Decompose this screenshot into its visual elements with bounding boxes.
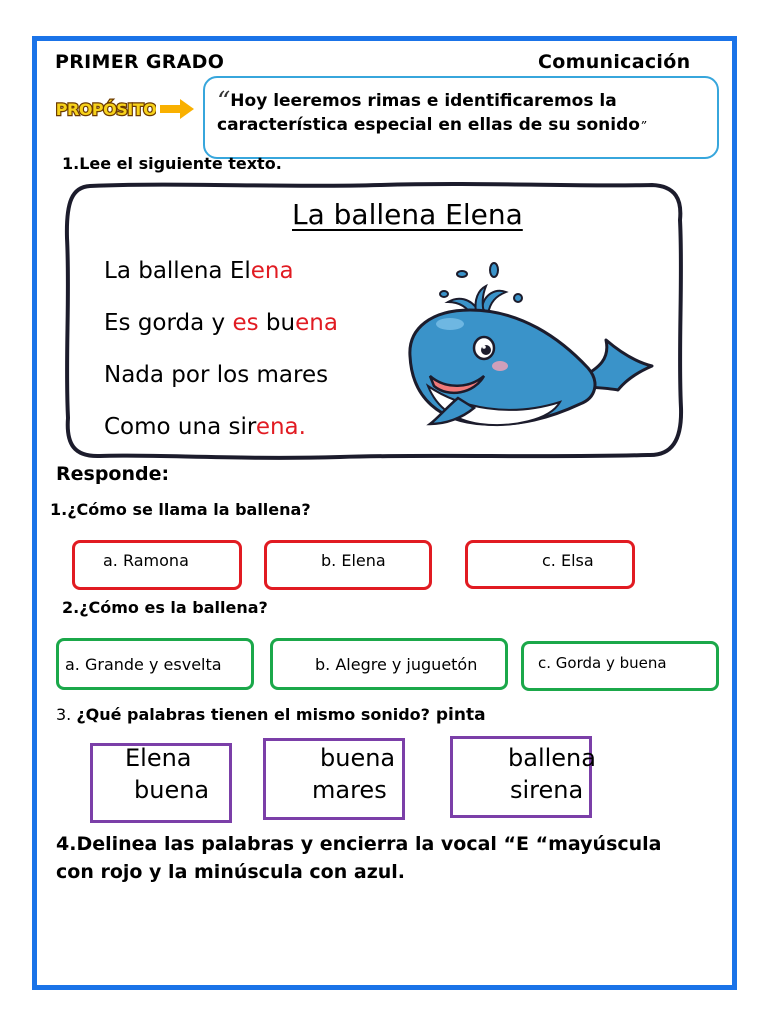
poem-line-2	[104, 310, 338, 336]
poem-line-1-rhyme: ena	[250, 258, 294, 284]
q2-option-c[interactable]	[521, 641, 719, 691]
q2-option-c-label: c. Gorda y buena	[538, 654, 667, 672]
q1-option-a[interactable]	[72, 540, 242, 590]
question-3	[56, 705, 486, 725]
poem-line-4	[104, 414, 306, 440]
purpose-badge-label: PROPÓSITO	[56, 100, 156, 119]
purpose-close-quote: ”	[639, 119, 647, 133]
purpose-text: Hoy leeremos rimas e identificaremos la característica especial en ellas de su sonido	[217, 91, 640, 135]
poem-line-3	[104, 362, 328, 388]
word-group-1-word-1: Elena	[125, 744, 192, 772]
question-2: 2.¿Cómo es la ballena?	[62, 598, 268, 617]
poem-line-1	[104, 258, 294, 284]
word-group-3-word-2: sirena	[510, 776, 584, 804]
water-spout	[440, 263, 522, 316]
word-group-1-word-2: buena	[134, 776, 210, 804]
word-group-2-word-1: buena	[320, 744, 396, 772]
q2-option-a-label: a. Grande y esvelta	[65, 655, 222, 674]
q1-option-b[interactable]	[264, 540, 432, 590]
purpose-text-block	[217, 87, 712, 138]
poem-line-4-rhyme: ena.	[255, 414, 306, 440]
poem-line-2-rhyme: ena	[295, 310, 338, 336]
q2-option-b[interactable]	[270, 638, 508, 690]
word-group-3-word-1: ballena	[508, 744, 596, 772]
responde-heading: Responde:	[56, 463, 170, 485]
poem-line-3-text: Nada por los mares	[104, 362, 329, 388]
question-3-text: ¿Qué palabras tienen el mismo sonido?	[76, 705, 430, 724]
whale-illustration	[400, 258, 658, 434]
arrow-right-icon	[160, 99, 194, 119]
question-3-number: 3.	[56, 705, 77, 724]
question-1: 1.¿Cómo se llama la ballena?	[50, 500, 311, 519]
q1-option-c-label: c. Elsa	[542, 551, 594, 570]
purpose-open-quote: “	[217, 87, 231, 117]
q1-option-c[interactable]	[465, 540, 635, 589]
q1-option-a-label: a. Ramona	[103, 551, 189, 570]
q2-option-b-label: b. Alegre y juguetón	[315, 655, 478, 674]
question-3-tail: pinta	[429, 705, 486, 725]
grade-title: PRIMER GRADO	[55, 51, 225, 73]
q2-option-a[interactable]	[56, 638, 254, 690]
question-4: 4.Delinea las palabras y encierra la vocal “E “mayúscula con rojo y la minúscula con azul.	[56, 833, 662, 883]
instruction-read: 1.Lee el siguiente texto.	[62, 154, 282, 173]
poem-line-2-es: es	[232, 310, 259, 336]
purpose-box	[203, 76, 719, 159]
poem-line-2-text: Es gorda y	[104, 310, 233, 336]
purpose-badge	[56, 96, 156, 122]
subject-title: Comunicación	[538, 51, 691, 73]
poem-line-4-text: Como una sir	[104, 414, 256, 440]
poem-line-1-text: La ballena El	[104, 258, 251, 284]
q1-option-b-label: b. Elena	[321, 551, 386, 570]
word-group-2-word-2: mares	[312, 776, 387, 804]
poem-line-2-text-b: bu	[258, 310, 296, 336]
poem-title: La ballena Elena	[292, 198, 523, 231]
